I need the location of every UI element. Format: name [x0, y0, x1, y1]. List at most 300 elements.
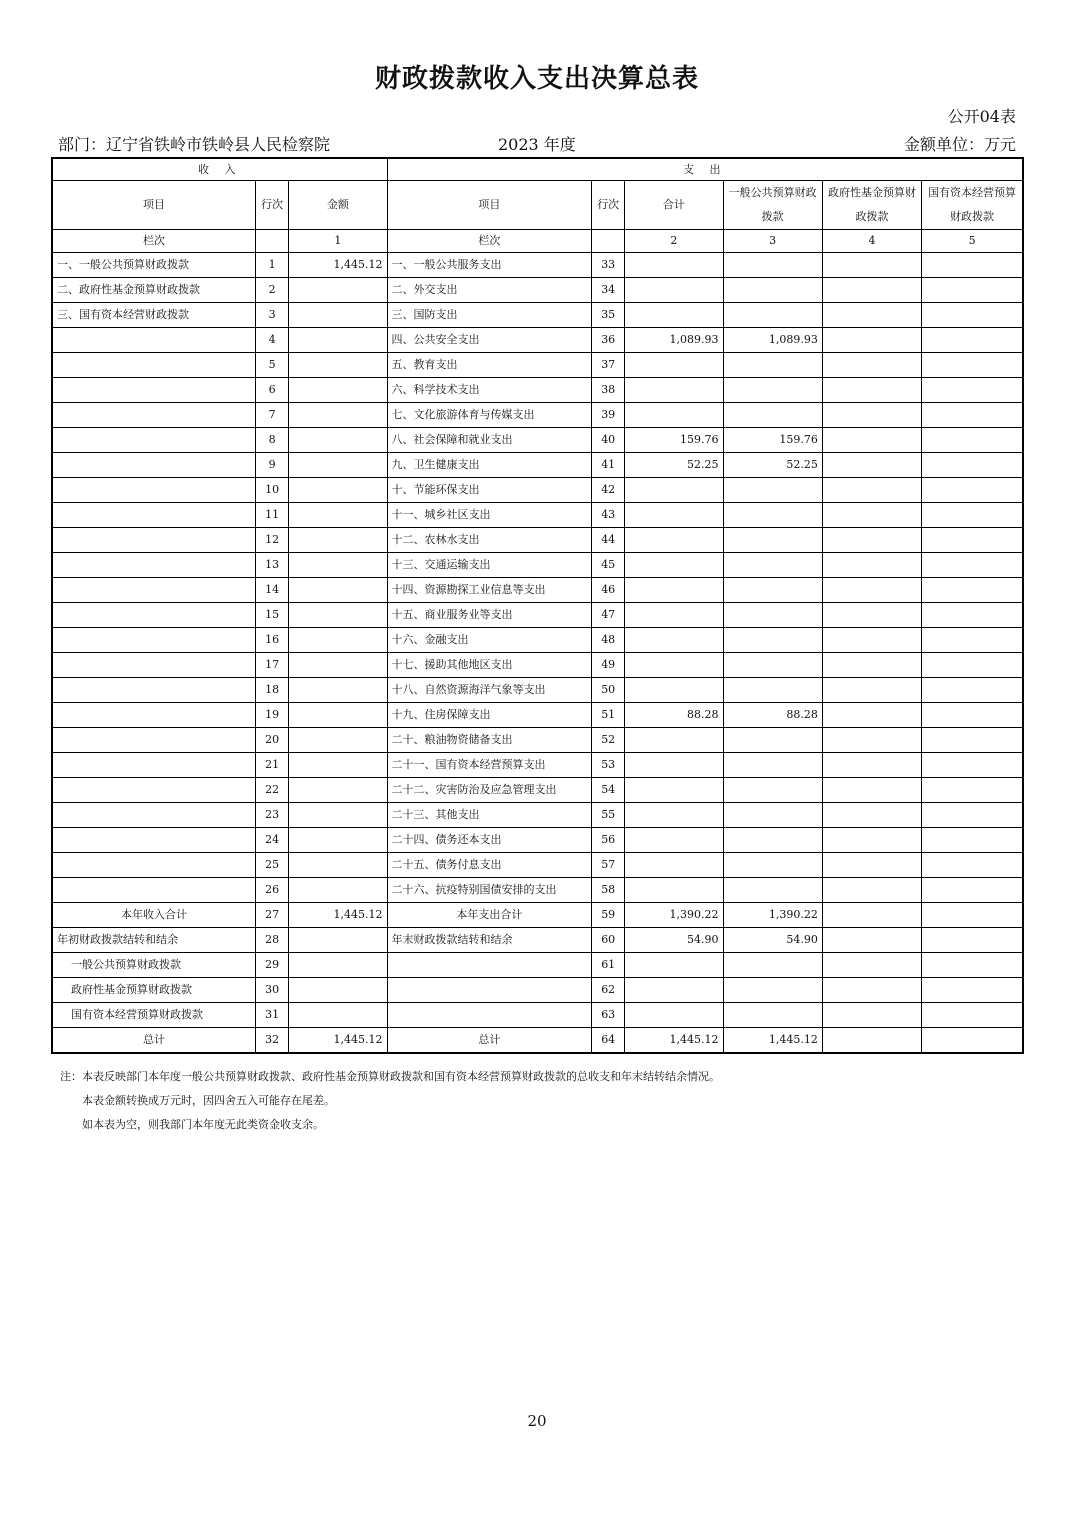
expense-item	[387, 953, 592, 978]
expense-total	[625, 603, 723, 628]
expense-item: 十二、农林水支出	[387, 528, 592, 553]
income-line-no: 9	[256, 453, 289, 478]
income-item: 二、政府性基金预算财政拨款	[52, 278, 256, 303]
state-capital-amount	[922, 578, 1023, 603]
state-capital-amount	[922, 253, 1023, 278]
expense-total	[625, 978, 723, 1003]
total-header: 合计	[625, 181, 723, 230]
expense-item	[387, 978, 592, 1003]
income-amount	[289, 528, 387, 553]
general-budget-amount	[723, 478, 822, 503]
general-budget-amount	[723, 503, 822, 528]
income-item: 一、一般公共预算财政拨款	[52, 253, 256, 278]
expense-item: 二十六、抗疫特别国债安排的支出	[387, 878, 592, 903]
expense-line-no: 62	[592, 978, 625, 1003]
income-item: 本年收入合计	[52, 903, 256, 928]
income-item	[52, 328, 256, 353]
income-amount	[289, 503, 387, 528]
expense-item: 三、国防支出	[387, 303, 592, 328]
expense-total	[625, 253, 723, 278]
state-capital-amount	[922, 1028, 1023, 1054]
income-item	[52, 878, 256, 903]
income-line-no: 27	[256, 903, 289, 928]
income-item	[52, 603, 256, 628]
expense-item: 十七、援助其他地区支出	[387, 653, 592, 678]
income-item	[52, 428, 256, 453]
expense-line-no: 54	[592, 778, 625, 803]
income-item	[52, 653, 256, 678]
table-row	[52, 678, 1023, 703]
table-row	[52, 903, 1023, 928]
income-item: 年初财政拨款结转和结余	[52, 928, 256, 953]
general-budget-amount	[723, 978, 822, 1003]
general-budget-amount	[723, 728, 822, 753]
expense-line-no: 49	[592, 653, 625, 678]
income-item	[52, 503, 256, 528]
income-amount	[289, 428, 387, 453]
table-row	[52, 978, 1023, 1003]
col-index-4: 4	[822, 230, 921, 253]
expense-line-no: 56	[592, 828, 625, 853]
general-budget-amount	[723, 403, 822, 428]
gov-fund-amount	[822, 403, 921, 428]
expense-total	[625, 528, 723, 553]
state-capital-amount	[922, 303, 1023, 328]
income-amount	[289, 928, 387, 953]
general-budget-amount	[723, 628, 822, 653]
income-line-no: 11	[256, 503, 289, 528]
expense-total	[625, 403, 723, 428]
expense-line-no: 64	[592, 1028, 625, 1054]
income-amount	[289, 878, 387, 903]
note-2: 本表金额转换成万元时，因四舍五入可能存在尾差。	[82, 1094, 335, 1107]
expense-item: 十八、自然资源海洋气象等支出	[387, 678, 592, 703]
income-line-no: 12	[256, 528, 289, 553]
state-capital-amount	[922, 803, 1023, 828]
income-item: 总计	[52, 1028, 256, 1054]
income-line-no: 6	[256, 378, 289, 403]
state-capital-amount	[922, 878, 1023, 903]
gov-fund-amount	[822, 928, 921, 953]
general-budget-amount	[723, 853, 822, 878]
table-row	[52, 628, 1023, 653]
state-capital-amount	[922, 453, 1023, 478]
expense-item: 年末财政拨款结转和结余	[387, 928, 592, 953]
expense-total: 1,089.93	[625, 328, 723, 353]
state-capital-amount	[922, 503, 1023, 528]
income-amount: 1,445.12	[289, 1028, 387, 1054]
table-row	[52, 878, 1023, 903]
state-capital-amount	[922, 903, 1023, 928]
expense-total	[625, 353, 723, 378]
expense-item: 八、社会保障和就业支出	[387, 428, 592, 453]
state-capital-amount	[922, 353, 1023, 378]
income-item	[52, 703, 256, 728]
general-budget-amount	[723, 953, 822, 978]
general-budget-amount	[723, 778, 822, 803]
general-budget-amount: 54.90	[723, 928, 822, 953]
income-item	[52, 378, 256, 403]
col-index-5: 5	[922, 230, 1023, 253]
table-row	[52, 503, 1023, 528]
income-amount	[289, 703, 387, 728]
expense-line-no: 60	[592, 928, 625, 953]
income-amount	[289, 653, 387, 678]
expense-item: 十三、交通运输支出	[387, 553, 592, 578]
income-line-no: 21	[256, 753, 289, 778]
general-budget-amount	[723, 678, 822, 703]
income-line-no: 15	[256, 603, 289, 628]
amount-unit: 金额单位：万元	[903, 135, 1016, 154]
table-row	[52, 1003, 1023, 1028]
state-capital-amount	[922, 978, 1023, 1003]
expense-line-no: 40	[592, 428, 625, 453]
budget-table	[51, 157, 1024, 1054]
income-amount	[289, 953, 387, 978]
income-line-no: 3	[256, 303, 289, 328]
expense-total: 88.28	[625, 703, 723, 728]
page-title: 财政拨款收入支出决算总表	[374, 64, 699, 94]
expense-item: 二十一、国有资本经营预算支出	[387, 753, 592, 778]
expense-line-no: 36	[592, 328, 625, 353]
expense-line-header: 行次	[592, 181, 625, 230]
column-index-row	[52, 230, 1023, 253]
income-line-no: 13	[256, 553, 289, 578]
income-item	[52, 678, 256, 703]
income-amount	[289, 353, 387, 378]
gov-fund-amount	[822, 728, 921, 753]
table-row	[52, 478, 1023, 503]
table-row	[52, 828, 1023, 853]
general-budget-amount: 1,089.93	[723, 328, 822, 353]
expense-total	[625, 303, 723, 328]
table-row	[52, 553, 1023, 578]
state-capital-amount	[922, 478, 1023, 503]
state-capital-amount	[922, 278, 1023, 303]
expense-item: 九、卫生健康支出	[387, 453, 592, 478]
expense-total	[625, 828, 723, 853]
gov-fund-amount	[822, 553, 921, 578]
expense-line-no: 33	[592, 253, 625, 278]
expense-line-no: 37	[592, 353, 625, 378]
income-amount	[289, 578, 387, 603]
income-line-no: 26	[256, 878, 289, 903]
general-budget-amount	[723, 603, 822, 628]
table-row	[52, 528, 1023, 553]
table-row	[52, 253, 1023, 278]
general-budget-amount	[723, 378, 822, 403]
expense-line-no: 51	[592, 703, 625, 728]
state-capital-amount	[922, 1003, 1023, 1028]
income-line-no: 10	[256, 478, 289, 503]
gov-fund-amount	[822, 278, 921, 303]
gov-fund-amount	[822, 353, 921, 378]
gov-fund-amount	[822, 478, 921, 503]
table-row	[52, 953, 1023, 978]
table-row	[52, 703, 1023, 728]
expense-total: 1,390.22	[625, 903, 723, 928]
expense-total	[625, 578, 723, 603]
page-number: 20	[527, 1412, 547, 1430]
income-line-no: 18	[256, 678, 289, 703]
col-index-empty	[256, 230, 289, 253]
expense-item-header: 项目	[387, 181, 592, 230]
income-item	[52, 353, 256, 378]
income-amount-header: 金额	[289, 181, 387, 230]
expense-item: 本年支出合计	[387, 903, 592, 928]
income-amount	[289, 328, 387, 353]
income-line-header: 行次	[256, 181, 289, 230]
table-row	[52, 653, 1023, 678]
state-capital-amount	[922, 853, 1023, 878]
general-budget-amount	[723, 278, 822, 303]
income-item: 一般公共预算财政拨款	[52, 953, 256, 978]
income-amount	[289, 678, 387, 703]
expense-total	[625, 778, 723, 803]
general-budget-amount	[723, 1003, 822, 1028]
gov-fund-amount	[822, 528, 921, 553]
gov-fund-amount	[822, 878, 921, 903]
state-capital-amount	[922, 828, 1023, 853]
income-line-no: 16	[256, 628, 289, 653]
income-item: 三、国有资本经营财政拨款	[52, 303, 256, 328]
expense-total: 1,445.12	[625, 1028, 723, 1054]
state-capital-header: 国有资本经营预算财政拨款	[922, 181, 1023, 230]
col-index-1: 1	[289, 230, 387, 253]
general-budget-amount	[723, 528, 822, 553]
expense-total: 52.25	[625, 453, 723, 478]
income-amount	[289, 453, 387, 478]
general-budget-amount	[723, 753, 822, 778]
gov-fund-amount	[822, 503, 921, 528]
income-item	[52, 403, 256, 428]
expense-line-no: 59	[592, 903, 625, 928]
state-capital-amount	[922, 703, 1023, 728]
general-budget-amount	[723, 553, 822, 578]
table-row	[52, 578, 1023, 603]
expense-item: 十、节能环保支出	[387, 478, 592, 503]
table-row	[52, 803, 1023, 828]
gov-fund-amount	[822, 603, 921, 628]
income-amount: 1,445.12	[289, 903, 387, 928]
income-amount	[289, 778, 387, 803]
gov-fund-amount	[822, 1003, 921, 1028]
state-capital-amount	[922, 728, 1023, 753]
expense-line-no: 39	[592, 403, 625, 428]
expense-item: 总计	[387, 1028, 592, 1054]
table-row	[52, 603, 1023, 628]
gov-fund-amount	[822, 853, 921, 878]
expense-total	[625, 678, 723, 703]
table-row	[52, 428, 1023, 453]
income-amount	[289, 478, 387, 503]
expense-line-no: 63	[592, 1003, 625, 1028]
expense-line-no: 61	[592, 953, 625, 978]
general-budget-amount: 1,445.12	[723, 1028, 822, 1054]
expense-total: 54.90	[625, 928, 723, 953]
income-amount	[289, 553, 387, 578]
state-capital-amount	[922, 403, 1023, 428]
expense-item: 五、教育支出	[387, 353, 592, 378]
expense-total	[625, 553, 723, 578]
expense-total	[625, 953, 723, 978]
income-amount	[289, 303, 387, 328]
income-line-no: 29	[256, 953, 289, 978]
general-budget-amount	[723, 653, 822, 678]
income-item	[52, 628, 256, 653]
table-row	[52, 778, 1023, 803]
income-item: 国有资本经营预算财政拨款	[52, 1003, 256, 1028]
table-row	[52, 853, 1023, 878]
income-line-no: 32	[256, 1028, 289, 1054]
gov-fund-amount	[822, 303, 921, 328]
income-line-no: 4	[256, 328, 289, 353]
income-amount	[289, 978, 387, 1003]
income-amount	[289, 378, 387, 403]
general-budget-amount: 159.76	[723, 428, 822, 453]
general-budget-amount: 52.25	[723, 453, 822, 478]
income-line-no: 20	[256, 728, 289, 753]
column-header-row	[52, 181, 1023, 230]
gov-fund-amount	[822, 678, 921, 703]
general-budget-amount: 1,390.22	[723, 903, 822, 928]
income-line-no: 19	[256, 703, 289, 728]
expense-line-no: 57	[592, 853, 625, 878]
expense-line-no: 35	[592, 303, 625, 328]
note-3: 如本表为空，则我部门本年度无此类资金收支余。	[82, 1118, 324, 1131]
gov-fund-header: 政府性基金预算财政拨款	[822, 181, 921, 230]
income-line-no: 23	[256, 803, 289, 828]
state-capital-amount	[922, 653, 1023, 678]
income-line-no: 28	[256, 928, 289, 953]
income-item	[52, 528, 256, 553]
table-row	[52, 353, 1023, 378]
expense-total	[625, 753, 723, 778]
income-line-no: 17	[256, 653, 289, 678]
gov-fund-amount	[822, 828, 921, 853]
general-budget-amount	[723, 878, 822, 903]
income-item	[52, 453, 256, 478]
expense-line-no: 44	[592, 528, 625, 553]
expense-item: 七、文化旅游体育与传媒支出	[387, 403, 592, 428]
state-capital-amount	[922, 378, 1023, 403]
gov-fund-amount	[822, 453, 921, 478]
expense-line-no: 45	[592, 553, 625, 578]
expense-item: 一、一般公共服务支出	[387, 253, 592, 278]
table-row	[52, 378, 1023, 403]
state-capital-amount	[922, 678, 1023, 703]
state-capital-amount	[922, 628, 1023, 653]
gov-fund-amount	[822, 703, 921, 728]
gov-fund-amount	[822, 328, 921, 353]
col-label-expense: 栏次	[387, 230, 592, 253]
income-line-no: 14	[256, 578, 289, 603]
state-capital-amount	[922, 428, 1023, 453]
income-amount	[289, 278, 387, 303]
gov-fund-amount	[822, 903, 921, 928]
expense-total	[625, 803, 723, 828]
expense-total	[625, 628, 723, 653]
general-budget-amount: 88.28	[723, 703, 822, 728]
expense-item: 二十二、灾害防治及应急管理支出	[387, 778, 592, 803]
expense-total	[625, 728, 723, 753]
income-item	[52, 778, 256, 803]
expense-total	[625, 478, 723, 503]
fiscal-year: 2023 年度	[498, 135, 576, 154]
expense-line-no: 55	[592, 803, 625, 828]
expense-line-no: 34	[592, 278, 625, 303]
expense-total	[625, 878, 723, 903]
gov-fund-amount	[822, 628, 921, 653]
expense-line-no: 43	[592, 503, 625, 528]
income-amount	[289, 728, 387, 753]
state-capital-amount	[922, 928, 1023, 953]
expense-line-no: 53	[592, 753, 625, 778]
income-item	[52, 553, 256, 578]
income-item	[52, 853, 256, 878]
income-amount	[289, 603, 387, 628]
expense-total	[625, 378, 723, 403]
expense-header: 支 出	[387, 158, 1023, 181]
col-label-income: 栏次	[52, 230, 256, 253]
income-amount	[289, 853, 387, 878]
expense-item: 十一、城乡社区支出	[387, 503, 592, 528]
expense-item: 十六、金融支出	[387, 628, 592, 653]
col-index-empty	[592, 230, 625, 253]
general-budget-amount	[723, 353, 822, 378]
state-capital-amount	[922, 778, 1023, 803]
expense-line-no: 47	[592, 603, 625, 628]
department: 部门：辽宁省铁岭市铁岭县人民检察院	[58, 135, 331, 154]
gov-fund-amount	[822, 803, 921, 828]
expense-item: 二十四、债务还本支出	[387, 828, 592, 853]
meta-row	[58, 132, 1016, 154]
income-line-no: 30	[256, 978, 289, 1003]
gov-fund-amount	[822, 428, 921, 453]
expense-item: 六、科学技术支出	[387, 378, 592, 403]
gov-fund-amount	[822, 953, 921, 978]
general-budget-amount	[723, 253, 822, 278]
income-amount	[289, 403, 387, 428]
gov-fund-amount	[822, 753, 921, 778]
expense-line-no: 48	[592, 628, 625, 653]
table-row	[52, 453, 1023, 478]
gov-fund-amount	[822, 1028, 921, 1054]
income-item	[52, 578, 256, 603]
notes	[60, 1065, 720, 1137]
expense-total	[625, 278, 723, 303]
expense-line-no: 46	[592, 578, 625, 603]
general-budget-header: 一般公共预算财政拨款	[723, 181, 822, 230]
income-line-no: 22	[256, 778, 289, 803]
expense-item: 十九、住房保障支出	[387, 703, 592, 728]
income-item	[52, 803, 256, 828]
gov-fund-amount	[822, 653, 921, 678]
expense-line-no: 41	[592, 453, 625, 478]
table-row	[52, 1028, 1023, 1054]
income-line-no: 2	[256, 278, 289, 303]
income-line-no: 24	[256, 828, 289, 853]
income-header: 收 入	[52, 158, 387, 181]
col-index-3: 3	[723, 230, 822, 253]
section-header-row	[52, 158, 1023, 181]
expense-item: 十四、资源勘探工业信息等支出	[387, 578, 592, 603]
form-number: 公开04表	[947, 107, 1016, 126]
gov-fund-amount	[822, 378, 921, 403]
state-capital-amount	[922, 603, 1023, 628]
expense-item: 十五、商业服务业等支出	[387, 603, 592, 628]
income-line-no: 8	[256, 428, 289, 453]
